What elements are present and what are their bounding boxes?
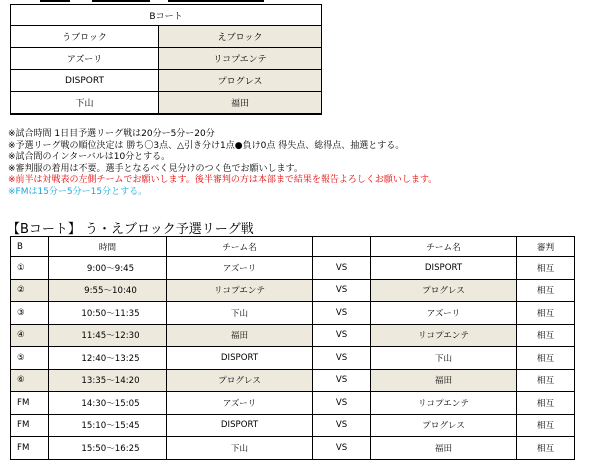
match-number-cell: ① bbox=[11, 257, 49, 280]
referee-cell: 相互 bbox=[517, 302, 575, 325]
vs-cell: VS bbox=[313, 414, 371, 437]
schedule-row bbox=[11, 437, 575, 460]
vs-cell: VS bbox=[313, 392, 371, 415]
group-cell: 下山 bbox=[11, 92, 159, 115]
group-cell: DISPORT bbox=[11, 70, 159, 92]
match-number-cell: ② bbox=[11, 279, 49, 302]
team1-cell: DISPORT bbox=[167, 414, 313, 437]
referee-cell: 相互 bbox=[517, 257, 575, 280]
header-cell: チーム名 bbox=[167, 237, 313, 257]
time-cell: 12:40～13:25 bbox=[49, 347, 167, 370]
schedule-row bbox=[11, 302, 575, 325]
team2-cell: 下山 bbox=[371, 347, 517, 370]
team1-cell: アズーリ bbox=[167, 392, 313, 415]
team1-cell: 福田 bbox=[167, 324, 313, 347]
match-number-cell: FM bbox=[11, 392, 49, 415]
court-group-table bbox=[10, 4, 322, 115]
schedule-row bbox=[11, 279, 575, 302]
match-number-cell: ③ bbox=[11, 302, 49, 325]
time-cell: 9:00～9:45 bbox=[49, 257, 167, 280]
time-cell: 10:50～11:35 bbox=[49, 302, 167, 325]
team1-cell: プログレス bbox=[167, 369, 313, 392]
header-cell: B bbox=[11, 237, 49, 257]
time-cell: 11:45～12:30 bbox=[49, 324, 167, 347]
schedule-row bbox=[11, 257, 575, 280]
group-cell: うブロック bbox=[11, 26, 159, 48]
vs-cell: VS bbox=[313, 279, 371, 302]
group-cell: えブロック bbox=[159, 26, 322, 48]
note-line-red: ※前半は対戦表の左側チームでお願いします。後半審判の方は本部まで結果を報告よろしくお願いします。 bbox=[8, 175, 438, 186]
referee-cell: 相互 bbox=[517, 324, 575, 347]
time-cell: 9:55～10:40 bbox=[49, 279, 167, 302]
note-line: ※予選リーグ戦の順位決定は 勝ち〇3点、△引き分け1点●負け0点 得失点、総得点、抽選とする。 bbox=[8, 140, 405, 151]
court-title-cell: Bコート bbox=[11, 5, 322, 26]
referee-cell: 相互 bbox=[517, 347, 575, 370]
team2-cell: リコプエンテ bbox=[371, 324, 517, 347]
time-cell: 15:50～16:25 bbox=[49, 437, 167, 460]
rules-notes bbox=[8, 129, 437, 199]
time-cell: 13:35～14:20 bbox=[49, 369, 167, 392]
match-number-cell: ⑤ bbox=[11, 347, 49, 370]
team2-cell: 福田 bbox=[371, 437, 517, 460]
header-cell bbox=[313, 237, 371, 257]
team1-cell: 下山 bbox=[167, 302, 313, 325]
note-line: ※試合間のインターバルは10分とする。 bbox=[8, 152, 171, 163]
note-line-blue: ※FMは15分ー5分ー15分とする。 bbox=[8, 186, 148, 197]
time-cell: 15:10～15:45 bbox=[49, 414, 167, 437]
vs-cell: VS bbox=[313, 302, 371, 325]
vs-cell: VS bbox=[313, 437, 371, 460]
section-title: 【Bコート】 う・えブロック予選リーグ戦 bbox=[7, 222, 254, 237]
vs-cell: VS bbox=[313, 324, 371, 347]
group-cell: リコプエンテ bbox=[159, 48, 322, 70]
schedule-row bbox=[11, 324, 575, 347]
vs-cell: VS bbox=[313, 369, 371, 392]
group-cell: アズーリ bbox=[11, 48, 159, 70]
match-number-cell: FM bbox=[11, 437, 49, 460]
team1-cell: アズーリ bbox=[167, 257, 313, 280]
match-number-cell: ⑥ bbox=[11, 369, 49, 392]
note-line: ※審判服の着用は不要。選手となるべく見分けのつく色でお願いします。 bbox=[8, 163, 303, 174]
schedule-row bbox=[11, 392, 575, 415]
schedule-header-row bbox=[11, 237, 575, 257]
team1-cell: リコプエンテ bbox=[167, 279, 313, 302]
note-line: ※試合時間 1日目予選リーグ戦は20分ー5分ー20分 bbox=[8, 129, 215, 139]
schedule-row bbox=[11, 347, 575, 370]
team1-cell: 下山 bbox=[167, 437, 313, 460]
match-number-cell: ④ bbox=[11, 324, 49, 347]
team2-cell: アズーリ bbox=[371, 302, 517, 325]
referee-cell: 相互 bbox=[517, 369, 575, 392]
referee-cell: 相互 bbox=[517, 279, 575, 302]
team2-cell: リコプエンテ bbox=[371, 392, 517, 415]
header-cell: 時間 bbox=[49, 237, 167, 257]
match-number-cell: FM bbox=[11, 414, 49, 437]
referee-cell: 相互 bbox=[517, 414, 575, 437]
schedule-row bbox=[11, 369, 575, 392]
vs-cell: VS bbox=[313, 347, 371, 370]
vs-cell: VS bbox=[313, 257, 371, 280]
team2-cell: プログレス bbox=[371, 279, 517, 302]
header-cell: チーム名 bbox=[371, 237, 517, 257]
referee-cell: 相互 bbox=[517, 437, 575, 460]
team2-cell: プログレス bbox=[371, 414, 517, 437]
time-cell: 14:30～15:05 bbox=[49, 392, 167, 415]
referee-cell: 相互 bbox=[517, 392, 575, 415]
schedule-table bbox=[10, 236, 575, 460]
team1-cell: DISPORT bbox=[167, 347, 313, 370]
team2-cell: 福田 bbox=[371, 369, 517, 392]
header-cell: 審判 bbox=[517, 237, 575, 257]
group-cell: プログレス bbox=[159, 70, 322, 92]
group-cell: 福田 bbox=[159, 92, 322, 115]
team2-cell: DISPORT bbox=[371, 257, 517, 280]
schedule-row bbox=[11, 414, 575, 437]
